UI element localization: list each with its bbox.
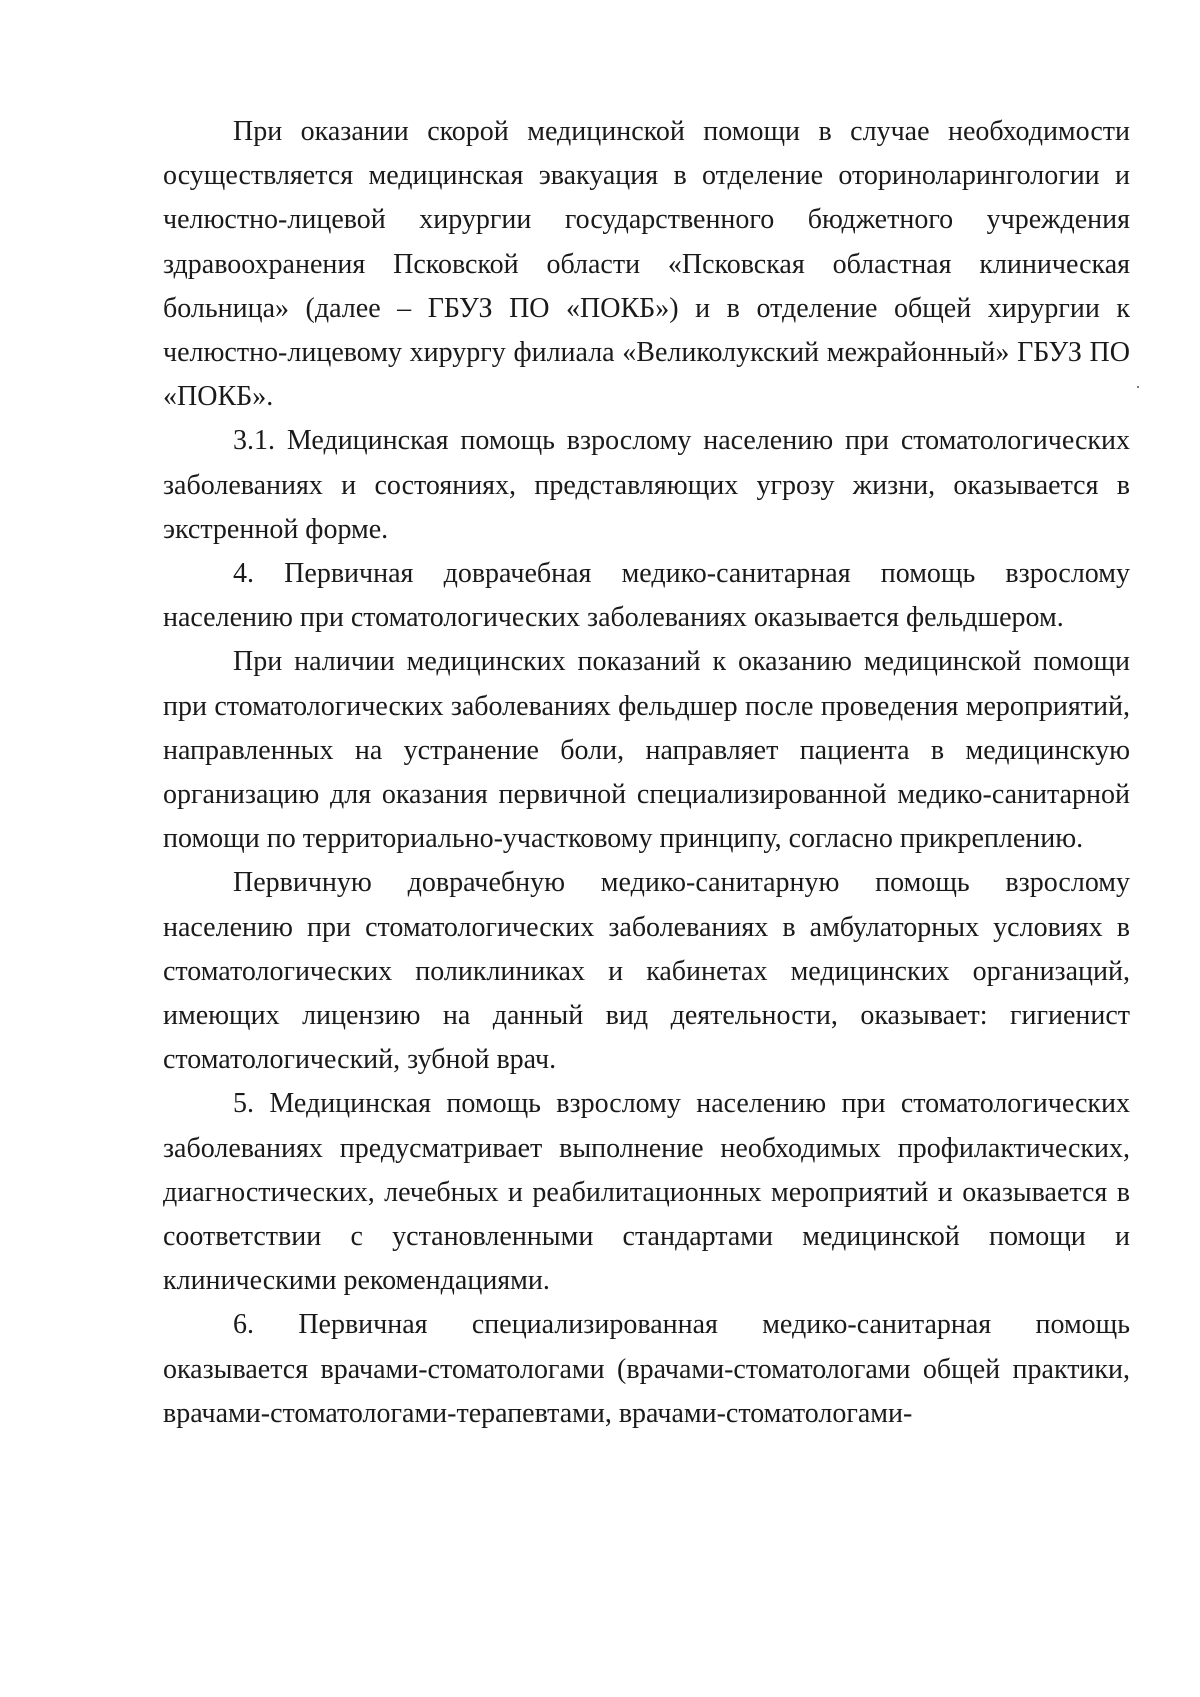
paragraph-referral-by-paramedic: При наличии медицинских показаний к оказанию медицинской помощи при стоматологических заболеваниях фельдшер после проведения мероприятий, направленных на устранение боли, направляет пациента в медицинскую организацию для оказания первичной специализированной медико-санитарной помощи по территориально-участковому принципу, согласно прикреплению. (163, 646, 1130, 855)
paragraph-6-specialized-care: 6. Первичная специализированная медико-санитарная помощь оказывается врачами-стоматологами (врачами-стоматологами общей практики, врачами-стоматологами-терапевтами, врачами-стоматологами- (163, 1309, 1130, 1429)
scan-speck (1137, 386, 1139, 388)
document-body (163, 110, 1130, 1436)
paragraph-outpatient-prehospital-care: Первичную доврачебную медико-санитарную помощь взрослому населению при стоматологических заболеваниях в амбулаторных условиях в стоматологических поликлиниках и кабинетах медицинских организаций, имеющих лицензию на данный вид деятельности, оказывает: гигиенист стоматологический, зубной врач. (163, 867, 1130, 1076)
paragraph-3-1-emergency-care: 3.1. Медицинская помощь взрослому населению при стоматологических заболеваниях и состояниях, представляющих угрозу жизни, оказывается в экстренной форме. (163, 425, 1130, 545)
paragraph-medical-evacuation: При оказании скорой медицинской помощи в случае необходимости осуществляется медицинская эвакуация в отделение оториноларингологии и челюстно-лицевой хирургии государственного бюджетного учреждения здравоохранения Псковской области «Псковская областная клиническая больница» (далее – ГБУЗ ПО «ПОКБ») и в отделение общей хирургии к челюстно-лицевому хирургу филиала «Великолукский межрайонный» ГБУЗ ПО «ПОКБ». (163, 116, 1130, 413)
paragraph-4-primary-prehospital-care: 4. Первичная доврачебная медико-санитарная помощь взрослому населению при стоматологических заболеваниях оказывается фельдшером. (163, 558, 1130, 634)
paragraph-5-scope-of-care: 5. Медицинская помощь взрослому населению при стоматологических заболеваниях предусматривает выполнение необходимых профилактических, диагностических, лечебных и реабилитационных мероприятий и оказывается в соответствии с установленными стандартами медицинской помощи и клиническими рекомендациями. (163, 1088, 1130, 1297)
